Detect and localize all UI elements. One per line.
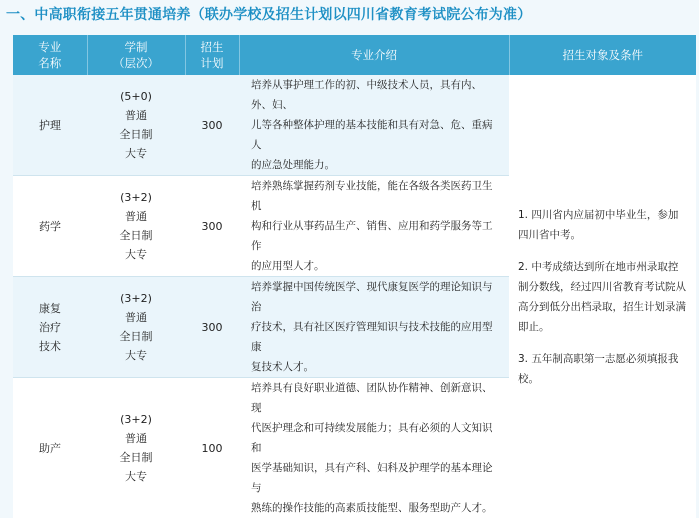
condition-item: 3. 五年制高职第一志愿必须填报我校。 <box>518 349 688 389</box>
major-cell: 护理 <box>13 75 87 176</box>
duration-cell: (5+0) 普通 全日制 大专 <box>87 75 185 176</box>
quota-cell: 300 <box>185 176 239 277</box>
intro-cell: 培养熟练掌握药剂专业技能，能在各级各类医药卫生机 构和行业从事药品生产、销售、应用和药学服务等工作 的应用型人才。 <box>239 176 509 277</box>
section-title: 一、中高职衔接五年贯通培养（联办学校及招生计划以四川省教育考试院公布为准） <box>6 4 531 24</box>
quota-cell: 300 <box>185 277 239 378</box>
duration-cell: (3+2) 普通 全日制 大专 <box>87 378 185 518</box>
intro-cell: 培养从事护理工作的初、中级技术人员，具有内、外、妇、 儿等各种整体护理的基本技能和具有对急、危、重病人 的应急处理能力。 <box>239 75 509 176</box>
major-cell: 助产 <box>13 378 87 518</box>
header-target: 招生对象及条件 <box>509 35 696 75</box>
quota-cell: 300 <box>185 75 239 176</box>
condition-item: 2. 中考成绩达到所在地市州录取控制分数线，经过四川省教育考试院从高分到低分出档录取，招生计划录满即止。 <box>518 257 688 337</box>
intro-cell: 培养掌握中国传统医学、现代康复医学的理论知识与治 疗技术，具有社区医疗管理知识与技术技能的应用型康 复技术人才。 <box>239 277 509 378</box>
major-cell: 药学 <box>13 176 87 277</box>
header-major: 专业名称 <box>13 35 87 75</box>
header-quota: 招生 计划 <box>185 35 239 75</box>
enrollment-table <box>13 35 696 518</box>
header-duration: 学制 （层次） <box>87 35 185 75</box>
quota-cell: 100 <box>185 378 239 518</box>
conditions-cell <box>509 75 696 518</box>
table-row <box>13 75 696 176</box>
condition-item: 1. 四川省内应届初中毕业生，参加四川省中考。 <box>518 205 688 245</box>
intro-cell: 培养具有良好职业道德、团队协作精神、创新意识、现 代医护理念和可持续发展能力；具有必须的人文知识和 医学基础知识，具有产科、妇科及护理学的基本理论与 熟练的操作技能的高素质技能型、服务型助产人才。 <box>239 378 509 518</box>
table-header-row <box>13 35 696 75</box>
major-cell: 康复治疗技术 <box>13 277 87 378</box>
header-intro: 专业介绍 <box>239 35 509 75</box>
duration-cell: (3+2) 普通 全日制 大专 <box>87 277 185 378</box>
duration-cell: (3+2) 普通 全日制 大专 <box>87 176 185 277</box>
